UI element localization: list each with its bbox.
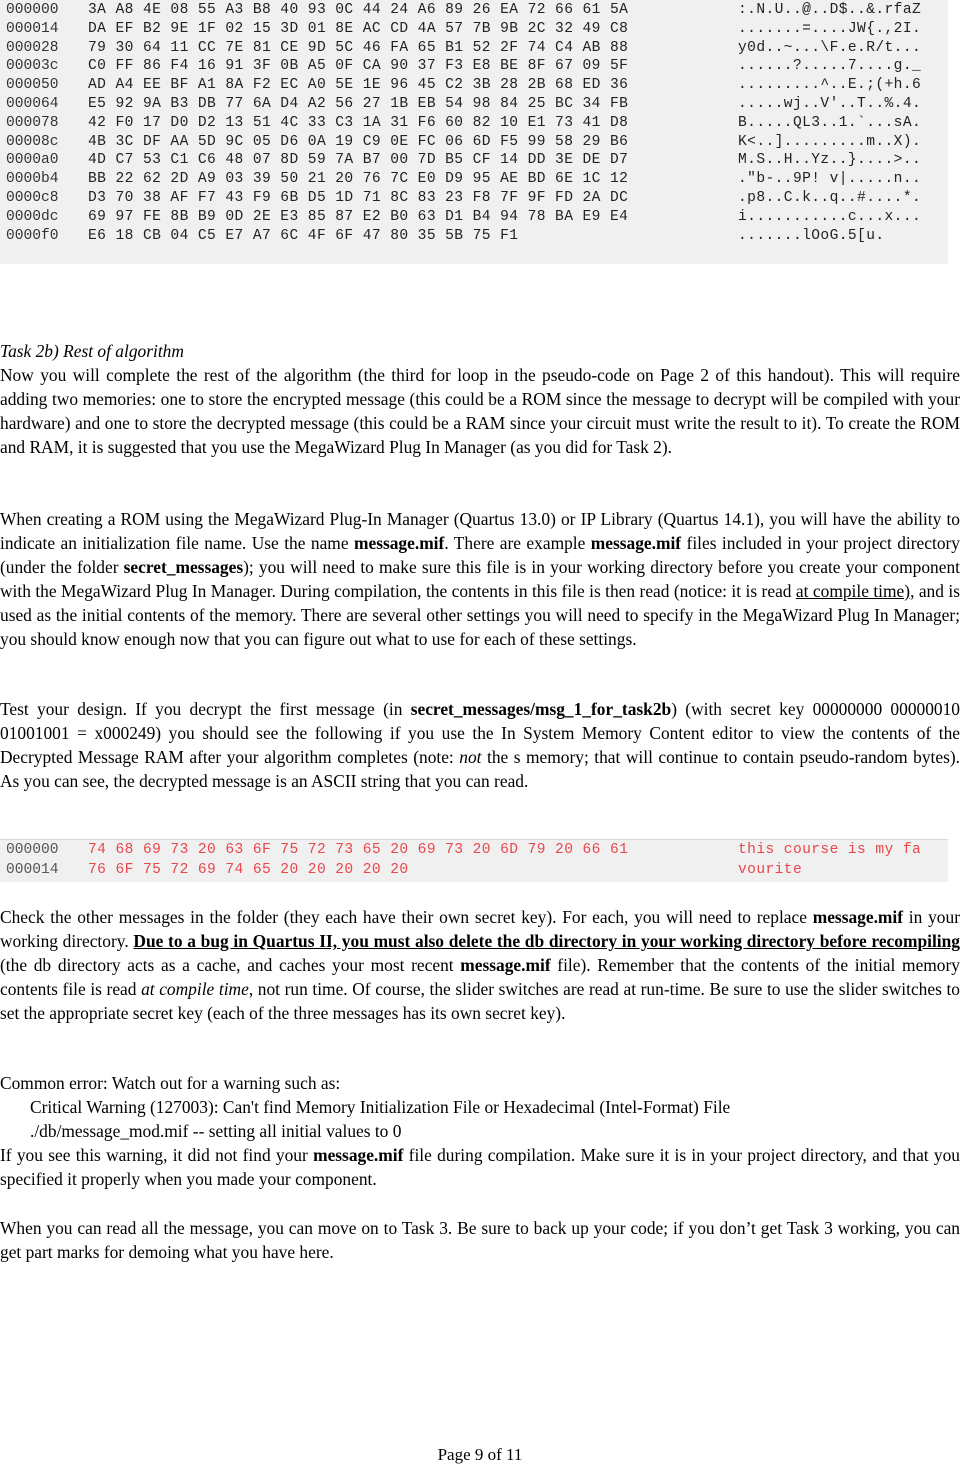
paragraph-test-design: Test your design. If you decrypt the first message (in secret_messages/msg_1_for_task2b) (with secret key 00000000 00000010 01001001 = x000249) you should see the following if you use the In System Memory Content editor to view the contents of the Decrypted Message RAM after your algorithm completes (note: not the s memory; that will continue to contain pseudo-random bytes). As you can see, the decrypted message is an ASCII string that you can read.	[0, 699, 960, 791]
hex-bytes: BB 22 62 2D A9 03 39 50 21 20 76 7C E0 D9 95 AE BD 6E 1C 12	[88, 171, 629, 188]
hex-bytes: 74 68 69 73 20 63 6F 75 72 73 65 20 69 73 20 6D 79 20 66 61	[88, 842, 629, 858]
hex-ascii: :.N.U..@..D$..&.rfaZ	[738, 2, 922, 18]
hex-row	[0, 76, 948, 95]
hex-addr: 00003c	[6, 58, 59, 75]
hex-ascii: y0d..~...\F.e.R/t...	[738, 39, 922, 56]
hex-ascii: B.....QL3..1.`...sA.	[738, 114, 922, 131]
filename-message-mif: message.mif	[354, 533, 445, 553]
hex-ascii: M.S..H..Yz..}....>..	[738, 152, 922, 169]
hex-bytes: AD A4 EE BF A1 8A F2 EC A0 5E 1E 96 45 C2 3B 28 2B 68 ED 36	[88, 77, 629, 94]
compile-time-emphasis: at compile time)	[795, 581, 911, 601]
warning-text: Critical Warning (127003): Can't find Memory Initialization File or Hexadecimal (Intel-Format) File	[30, 1097, 731, 1117]
hex-addr: 0000c8	[6, 189, 59, 206]
paragraph-intro: Now you will complete the rest of the algorithm (the third for loop in the pseudo-code on Page 2 of this handout). This will require adding two memories: one to store the encrypted message (this could be a ROM since the message to decrypt will be compiled with your hardware) and one to store the decrypted message (this could be a RAM since your circuit must write the result to it). To create the ROM and RAM, it is suggested that you use the MegaWizard Plug In Manager (as you did for Task 2).	[0, 365, 960, 457]
section-body	[0, 339, 960, 459]
hex-bytes: 42 F0 17 D0 D2 13 51 4C 33 C3 1A 31 F6 60 82 10 E1 73 41 D8	[88, 114, 629, 131]
paragraph-other-messages: Check the other messages in the folder (they each have their own secret key). For each, you will need to replace message.mif in your working directory. Due to a bug in Quartus II, you must also delete the db directory in your working directory before recompiling (the db directory acts as a cache, and caches your most recent message.mif file). Remember that the contents of the initial memory contents file is read at compile time, not run time. Of course, the slider switches are read at run-time. Be sure to use the slider switches to set the appropriate secret key (each of the three messages has its own secret key).	[0, 907, 960, 1023]
hex-addr: 000014	[6, 862, 59, 878]
hex-addr: 000000	[6, 842, 59, 858]
hex-row	[0, 114, 948, 133]
hex-addr: 000014	[6, 20, 59, 37]
hex-bytes: DA EF B2 9E 1F 02 15 3D 01 8E AC CD 4A 57 7B 9B 2C 32 49 C8	[88, 20, 629, 37]
paragraph-next-task: When you can read all the message, you can move on to Task 3. Be sure to back up your code; if you don’t get Task 3 working, you can get part marks for demoing what you have here.	[0, 1218, 960, 1262]
hex-ascii: K<..].........m..X).	[738, 133, 922, 150]
hex-bytes: 69 97 FE 8B B9 0D 2E E3 85 87 E2 B0 63 D1 B4 94 78 BA E9 E4	[88, 208, 629, 225]
hex-addr: 00008c	[6, 133, 59, 150]
hex-ascii: vourite	[738, 862, 803, 878]
hex-bytes: E6 18 CB 04 C5 E7 A7 6C 4F 6F 47 80 35 5B 75 F1	[88, 227, 519, 244]
hex-bytes: 76 6F 75 72 69 74 65 20 20 20 20 20	[88, 862, 409, 878]
hex-ascii: .......lOoG.5[u.	[738, 227, 885, 244]
hex-bytes: 79 30 64 11 CC 7E 81 CE 9D 5C 46 FA 65 B1 52 2F 74 C4 AB 88	[88, 39, 629, 56]
hex-addr: 000078	[6, 114, 59, 131]
hex-ascii: .........^..E.;(+h.6	[738, 77, 922, 94]
hex-bytes: 3A A8 4E 08 55 A3 B8 40 93 0C 44 24 A6 89 26 EA 72 66 61 5A	[88, 2, 629, 18]
hex-addr: 0000b4	[6, 171, 59, 188]
hex-addr: 000050	[6, 77, 59, 94]
paragraph-rom-init: When creating a ROM using the MegaWizard Plug-In Manager (Quartus 13.0) or IP Library (Quartus 14.1), you will have the ability to indicate an initialization file name. Use the name message.mif. There are example message.mif files included in your project directory (under the folder secret_messages); you will need to make sure this file is in your working directory before you create your component with the MegaWizard Plug In Manager. During compilation, the contents in this file is then read (notice: it is read at compile time), and is used as the initial contents of the memory. There are several other settings you will need to specify in the MegaWizard Plug In Manager; you should know enough now that you can figure out what to use for each of these settings.	[0, 509, 960, 649]
hex-addr: 000064	[6, 95, 59, 112]
hex-ascii: this course is my fa	[738, 842, 922, 858]
hex-ascii: .......=....JW{.,2I.	[738, 20, 922, 37]
hex-row	[0, 227, 948, 246]
decrypted-hexdump-image	[0, 839, 948, 882]
hex-row	[0, 151, 948, 170]
hex-row	[0, 170, 948, 189]
hex-row	[0, 208, 948, 227]
hex-row	[0, 57, 948, 76]
hex-addr: 0000dc	[6, 208, 59, 225]
hex-row	[0, 840, 948, 860]
bug-warning-emphasis: Due to a bug in Quartus II, you must also delete the db directory in your working directory before recompiling	[133, 931, 960, 951]
page-number: Page 9 of 11	[437, 1445, 523, 1464]
encrypted-hexdump-image	[0, 0, 948, 264]
hex-bytes: E5 92 9A B3 DB 77 6A D4 A2 56 27 1B EB 54 98 84 25 BC 34 FB	[88, 95, 629, 112]
hex-row	[0, 1, 948, 20]
hex-bytes: D3 70 38 AF F7 43 F9 6B D5 1D 71 8C 83 23 F8 7F 9F FD 2A DC	[88, 189, 629, 206]
hex-ascii: ......?.....7....g._	[738, 58, 922, 75]
hex-row	[0, 860, 948, 880]
hex-ascii: i...........c...x...	[738, 208, 922, 225]
hex-row	[0, 20, 948, 39]
hex-ascii: .p8..C.k..q..#....*.	[738, 189, 922, 206]
hex-row	[0, 39, 948, 58]
hex-bytes: 4D C7 53 C1 C6 48 07 8D 59 7A B7 00 7D B5 CF 14 DD 3E DE D7	[88, 152, 629, 169]
section-heading: Task 2b) Rest of algorithm	[0, 341, 184, 361]
hex-addr: 000000	[6, 2, 59, 18]
folder-secret-messages: secret_messages	[123, 557, 244, 577]
hex-row	[0, 133, 948, 152]
paragraph-common-error: Common error: Watch out for a warning such as: Critical Warning (127003): Can't find Memory Initialization File or Hexadecimal (Intel-Format) File ./db/message_mod.mif -- setting all initial values to 0 If you see this warning, it did not find your message.mif file during compilation. Make sure it is in your project directory, and that you specified it properly when you made your component.	[0, 1073, 960, 1189]
filename-message-mif: message.mif	[590, 533, 682, 553]
hex-addr: 0000a0	[6, 152, 59, 169]
hex-row	[0, 95, 948, 114]
hex-ascii: ."b-..9P! v|.....n..	[738, 171, 922, 188]
hex-bytes: 4B 3C DF AA 5D 9C 05 D6 0A 19 C9 0E FC 06 6D F5 99 58 29 B6	[88, 133, 629, 150]
path-msg1: secret_messages/msg_1_for_task2b	[410, 699, 672, 719]
hex-addr: 0000f0	[6, 227, 59, 244]
warning-text: ./db/message_mod.mif -- setting all initial values to 0	[30, 1121, 402, 1141]
hex-addr: 000028	[6, 39, 59, 56]
hex-ascii: .....wj..V'..T..%.4.	[738, 95, 922, 112]
hex-bytes: C0 FF 86 F4 16 91 3F 0B A5 0F CA 90 37 F3 E8 BE 8F 67 09 5F	[88, 58, 629, 75]
hex-row	[0, 189, 948, 208]
